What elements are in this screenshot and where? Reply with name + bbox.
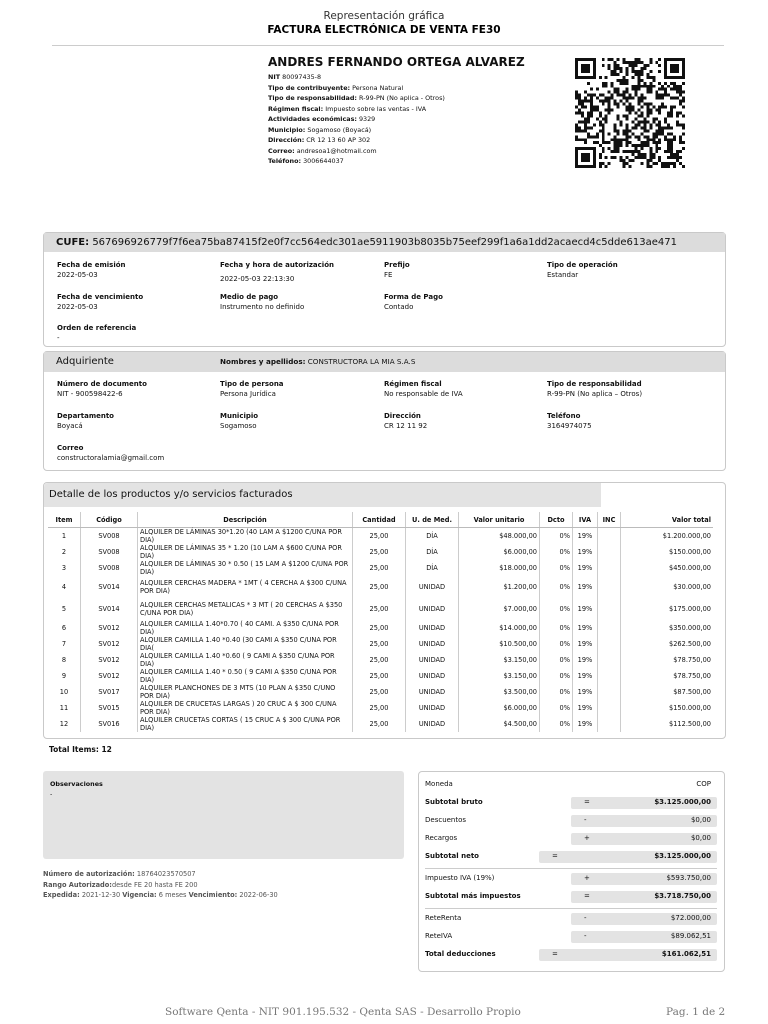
table-cell: 19% xyxy=(573,576,598,598)
table-cell: 5 xyxy=(61,605,67,613)
table-cell: SV015 xyxy=(81,700,138,716)
table-cell: UNIDAD xyxy=(406,576,459,598)
table-cell: SV012 xyxy=(81,652,138,668)
summary-row xyxy=(425,948,717,961)
table-cell: 9 xyxy=(61,672,67,680)
total-items: Total Items: 12 xyxy=(49,745,112,754)
buyer-section-title: Adquiriente xyxy=(56,356,114,367)
table-cell: SV008 xyxy=(81,544,138,560)
table-cell: 0% xyxy=(540,598,573,620)
issuer-line: Régimen fiscal: Impuesto sobre las ventas - IVA xyxy=(268,104,427,113)
table-cell: $3.150,00 xyxy=(459,652,540,668)
table-cell: $350.000,00 xyxy=(621,620,714,636)
table-cell: 2 xyxy=(61,548,67,556)
issuer-name: ANDRES FERNANDO ORTEGA ALVAREZ xyxy=(268,55,525,69)
table-cell: $262.500,00 xyxy=(621,636,714,652)
table-cell: ALQUILER DE LÁMINAS 30 * 0.50 ( 15 LAM A $1200 C/UNA POR DIA) xyxy=(138,560,353,576)
fecha-vencimiento: Fecha de vencimiento 2022-05-03 xyxy=(57,293,144,311)
table-cell: ALQUILER PLANCHONES DE 3 MTS (10 PLAN A $350 C/UNO POR DIA) xyxy=(138,684,353,700)
buyer-tipo-responsabilidad: Tipo de responsabilidad R-99-PN (No aplica – Otros) xyxy=(547,380,643,398)
table-cell xyxy=(598,528,621,545)
buyer-header xyxy=(44,352,725,372)
footer-software: Software Qenta - NIT 901.195.532 - Qenta SAS - Desarrollo Propio xyxy=(165,1006,521,1018)
table-cell: ALQUILER CERCHAS MADERA * 1MT ( 4 CERCHA A $300 C/UNA POR DIA) xyxy=(138,576,353,598)
summary-operator: - xyxy=(584,816,587,824)
summary-label: Descuentos xyxy=(425,816,467,824)
table-cell: $1.200,00 xyxy=(459,576,540,598)
summary-value: $3.125.000,00 xyxy=(654,852,711,860)
issuer-details xyxy=(268,72,558,167)
table-row xyxy=(48,668,713,684)
items-table-body xyxy=(48,528,713,733)
table-cell: $48.000,00 xyxy=(459,528,540,545)
authorization-dates: Expedida: 2021-12-30 Vigencia: 6 meses Vencimiento: 2022-06-30 xyxy=(43,891,278,899)
table-cell: $450.000,00 xyxy=(621,560,714,576)
document-header xyxy=(0,9,768,37)
table-cell: 0% xyxy=(540,576,573,598)
summary-row xyxy=(425,796,717,809)
buyer-numero-documento: Número de documento NIT - 900598422-6 xyxy=(57,380,147,398)
table-cell: $3.150,00 xyxy=(459,668,540,684)
table-cell: 3 xyxy=(61,564,67,572)
table-cell: 7 xyxy=(61,640,67,648)
column-header: Valor total xyxy=(621,512,714,528)
table-cell: SV017 xyxy=(81,684,138,700)
column-header: Valor unitario xyxy=(459,512,540,528)
table-cell: 19% xyxy=(573,544,598,560)
summary-row xyxy=(425,930,717,943)
table-cell xyxy=(598,716,621,732)
table-cell: 19% xyxy=(573,598,598,620)
buyer-regimen-fiscal: Régimen fiscal No responsable de IVA xyxy=(384,380,463,398)
table-cell: ALQUILER CAMILLA 1.40*0.70 ( 40 CAMI. A $350 C/UNA POR DIA) xyxy=(138,620,353,636)
document-title: FACTURA ELECTRÓNICA DE VENTA FE30 xyxy=(267,24,501,36)
column-header: Cantidad xyxy=(353,512,406,528)
summary-value: $89.062,51 xyxy=(670,932,711,940)
table-cell: 19% xyxy=(573,652,598,668)
summary-divider xyxy=(425,868,717,869)
document-subtitle: Representación gráfica xyxy=(323,10,445,22)
table-cell: 0% xyxy=(540,668,573,684)
table-cell: 25,00 xyxy=(353,560,406,576)
table-row xyxy=(48,700,713,716)
table-cell: SV012 xyxy=(81,620,138,636)
details-box xyxy=(43,482,726,739)
buyer-departamento: Departamento Boyacá xyxy=(57,412,114,430)
summary-operator: = xyxy=(552,950,558,958)
issuer-line: Correo: andresoa1@hotmail.com xyxy=(268,146,377,155)
table-row xyxy=(48,528,713,545)
table-cell: 0% xyxy=(540,684,573,700)
table-cell: SV016 xyxy=(81,716,138,732)
table-cell xyxy=(598,560,621,576)
table-cell xyxy=(598,652,621,668)
column-header: INC xyxy=(598,512,621,528)
buyer-telefono: Teléfono 3164974075 xyxy=(547,412,592,430)
table-cell: $6.000,00 xyxy=(459,544,540,560)
table-cell: SV008 xyxy=(81,560,138,576)
summary-value: $0,00 xyxy=(690,816,711,824)
summary-currency: Moneda COP xyxy=(425,780,711,788)
table-cell: $10.500,00 xyxy=(459,636,540,652)
issuer-line: NIT 80097435-8 xyxy=(268,73,322,81)
table-cell: ALQUILER DE LÁMINAS 35 * 1.20 (10 LAM A $600 C/UNA POR DIA) xyxy=(138,544,353,560)
items-table xyxy=(48,512,713,732)
cufe-value: 567696926779f7f6ea75ba87415f2e0f7cc564edc301ae5911903b8035b75eef299f1a6a1dd2acaecd4c5dde613ae471 xyxy=(92,237,677,248)
table-cell: 25,00 xyxy=(353,652,406,668)
summary-label: ReteIVA xyxy=(425,932,453,940)
table-cell: UNIDAD xyxy=(406,700,459,716)
table-cell: $150.000,00 xyxy=(621,544,714,560)
table-cell: $78.750,00 xyxy=(621,652,714,668)
column-header: Descripción xyxy=(138,512,353,528)
summary-operator: - xyxy=(584,932,587,940)
orden-referencia: Orden de referencia - xyxy=(57,324,137,342)
table-cell: 0% xyxy=(540,700,573,716)
summary-row xyxy=(425,850,717,863)
table-cell: ALQUILER CAMILLA 1.40 * 0.50 ( 9 CAMI A $350 C/UNA POR DIA) xyxy=(138,668,353,684)
table-cell xyxy=(598,684,621,700)
table-cell: 0% xyxy=(540,560,573,576)
prefijo: Prefijo FE xyxy=(384,261,410,279)
table-cell: 12 xyxy=(59,720,69,728)
buyer-name-line: Nombres y apellidos: CONSTRUCTORA LA MIA S.A.S xyxy=(220,357,416,366)
observations-title: Observaciones xyxy=(50,780,103,788)
totals-summary xyxy=(418,771,725,972)
column-header: Código xyxy=(81,512,138,528)
table-cell: 1 xyxy=(61,532,67,540)
table-cell: 25,00 xyxy=(353,684,406,700)
table-cell: 0% xyxy=(540,528,573,545)
table-cell: 19% xyxy=(573,668,598,684)
table-cell: $1.200.000,00 xyxy=(621,528,714,545)
table-cell: 19% xyxy=(573,528,598,545)
summary-operator: - xyxy=(584,914,587,922)
summary-label: Impuesto IVA (19%) xyxy=(425,874,495,882)
cufe-bar xyxy=(44,233,725,252)
issuer-line: Tipo de responsabilidad: R-99-PN (No aplica - Otros) xyxy=(268,94,445,102)
table-cell: 25,00 xyxy=(353,528,406,545)
table-cell: $7.000,00 xyxy=(459,598,540,620)
table-cell: 6 xyxy=(61,624,67,632)
table-cell: 4 xyxy=(61,583,67,591)
table-cell: SV012 xyxy=(81,636,138,652)
table-cell: ALQUILER CERCHAS METALICAS * 3 MT ( 20 CERCHAS A $350 C/UNA POR DIA) xyxy=(138,598,353,620)
table-cell: UNIDAD xyxy=(406,620,459,636)
table-cell: 0% xyxy=(540,620,573,636)
invoice-info-box xyxy=(43,232,726,347)
table-cell: 11 xyxy=(59,704,69,712)
table-cell: DÍA xyxy=(406,528,459,545)
table-cell: UNIDAD xyxy=(406,716,459,732)
summary-operator: + xyxy=(584,874,590,882)
column-header: IVA xyxy=(573,512,598,528)
summary-row xyxy=(425,912,717,925)
table-cell: 0% xyxy=(540,636,573,652)
table-cell: SV008 xyxy=(81,528,138,545)
table-cell: ALQUILER CAMILLA 1.40 *0.60 ( 9 CAMI A $350 C/UNA POR DIA) xyxy=(138,652,353,668)
table-cell: 25,00 xyxy=(353,576,406,598)
table-cell: SV012 xyxy=(81,668,138,684)
table-cell xyxy=(598,668,621,684)
table-cell: $30.000,00 xyxy=(621,576,714,598)
table-cell: UNIDAD xyxy=(406,598,459,620)
table-cell: UNIDAD xyxy=(406,668,459,684)
summary-operator: = xyxy=(584,892,590,900)
table-cell: 25,00 xyxy=(353,636,406,652)
buyer-tipo-persona: Tipo de persona Persona Jurídica xyxy=(220,380,284,398)
column-header: Dcto xyxy=(540,512,573,528)
summary-row xyxy=(425,832,717,845)
table-cell: 25,00 xyxy=(353,716,406,732)
summary-label: Subtotal neto xyxy=(425,852,479,860)
table-cell: $112.500,00 xyxy=(621,716,714,732)
table-cell: ALQUILER DE LÁMINAS 30*1.20 (40 LAM A $1200 C/UNA POR DIA) xyxy=(138,528,353,545)
table-cell: 25,00 xyxy=(353,668,406,684)
summary-row xyxy=(425,872,717,885)
table-cell: 19% xyxy=(573,620,598,636)
header-divider xyxy=(52,45,724,46)
table-row xyxy=(48,684,713,700)
page-number: Pag. 1 de 2 xyxy=(666,1006,726,1018)
table-cell: UNIDAD xyxy=(406,636,459,652)
table-cell: SV014 xyxy=(81,598,138,620)
table-cell: UNIDAD xyxy=(406,652,459,668)
details-title: Detalle de los productos y/o servicios facturados xyxy=(44,483,601,507)
summary-value: $593.750,00 xyxy=(666,874,711,882)
issuer-block xyxy=(268,55,558,167)
table-row xyxy=(48,620,713,636)
medio-pago: Medio de pago Instrumento no definido xyxy=(220,293,305,311)
summary-value: $161.062,51 xyxy=(661,950,711,958)
items-table-header xyxy=(48,512,713,528)
summary-value: $72.000,00 xyxy=(670,914,711,922)
summary-label: ReteRenta xyxy=(425,914,462,922)
table-cell xyxy=(598,700,621,716)
table-cell: ALQUILER CAMILLA 1.40 *0.40 (30 CAMI A $350 C/UNA POR DIA( xyxy=(138,636,353,652)
buyer-direccion: Dirección CR 12 11 92 xyxy=(384,412,428,430)
table-cell xyxy=(598,620,621,636)
table-row xyxy=(48,652,713,668)
issuer-line: Municipio: Sogamoso (Boyacá) xyxy=(268,125,372,134)
table-cell: 25,00 xyxy=(353,544,406,560)
table-cell: 19% xyxy=(573,560,598,576)
tipo-operacion: Tipo de operación Estandar xyxy=(547,261,618,279)
table-cell: 25,00 xyxy=(353,620,406,636)
table-cell: $6.000,00 xyxy=(459,700,540,716)
table-cell: $14.000,00 xyxy=(459,620,540,636)
cufe-label: CUFE: xyxy=(56,237,90,248)
table-cell: 25,00 xyxy=(353,598,406,620)
summary-label: Subtotal bruto xyxy=(425,798,483,806)
summary-operator: = xyxy=(584,798,590,806)
summary-operator: = xyxy=(552,852,558,860)
table-row xyxy=(48,716,713,732)
issuer-line: Tipo de contribuyente: Persona Natural xyxy=(268,83,404,92)
table-cell: 0% xyxy=(540,544,573,560)
table-cell xyxy=(598,598,621,620)
summary-divider xyxy=(425,908,717,909)
table-row xyxy=(48,544,713,560)
authorization-range: Rango Autorizado:desde FE 20 hasta FE 200 xyxy=(43,880,198,889)
table-cell: $18.000,00 xyxy=(459,560,540,576)
buyer-box xyxy=(43,351,726,471)
summary-value: $0,00 xyxy=(690,834,711,842)
table-cell: 19% xyxy=(573,716,598,732)
table-cell: 25,00 xyxy=(353,700,406,716)
summary-operator: + xyxy=(584,834,590,842)
table-cell: DÍA xyxy=(406,544,459,560)
table-cell: ALQUILER CRUCETAS CORTAS ( 15 CRUC A $ 300 C/UNA POR DIA) xyxy=(138,716,353,732)
summary-label: Subtotal más impuestos xyxy=(425,892,521,900)
table-cell xyxy=(598,636,621,652)
issuer-line: Actividades económicas: 9329 xyxy=(268,115,376,123)
table-cell: $78.750,00 xyxy=(621,668,714,684)
table-cell: $87.500,00 xyxy=(621,684,714,700)
summary-value: $3.125.000,00 xyxy=(654,798,711,806)
table-cell: $3.500,00 xyxy=(459,684,540,700)
table-row xyxy=(48,636,713,652)
authorization-number: Número de autorización: 18764023570507 xyxy=(43,870,196,878)
observations-value: - xyxy=(50,790,53,798)
table-cell: 0% xyxy=(540,716,573,732)
column-header: U. de Med. xyxy=(406,512,459,528)
summary-label: Total deducciones xyxy=(425,950,496,958)
observations-box xyxy=(43,771,404,859)
issuer-line: Teléfono: 3006644037 xyxy=(268,157,344,165)
table-cell: UNIDAD xyxy=(406,684,459,700)
issuer-line: Dirección: CR 12 13 60 AP 302 xyxy=(268,136,371,144)
table-row xyxy=(48,598,713,620)
fecha-emision: Fecha de emisión 2022-05-03 xyxy=(57,261,126,279)
table-cell: 8 xyxy=(61,656,67,664)
table-cell: $150.000,00 xyxy=(621,700,714,716)
table-cell: ALQUILER DE CRUCETAS LARGAS ) 20 CRUC A $ 300 C/UNA POR DIA) xyxy=(138,700,353,716)
forma-pago: Forma de Pago Contado xyxy=(384,293,443,311)
qr-code-icon xyxy=(575,58,685,168)
column-header: Item xyxy=(48,512,81,528)
summary-row xyxy=(425,814,717,827)
authorization-info xyxy=(43,869,278,901)
table-cell: DÍA xyxy=(406,560,459,576)
table-row xyxy=(48,560,713,576)
table-cell xyxy=(598,576,621,598)
buyer-correo: Correo constructoralamia@gmail.com xyxy=(57,444,165,462)
summary-value: $3.718.750,00 xyxy=(654,892,711,900)
table-cell xyxy=(598,544,621,560)
table-cell: 19% xyxy=(573,700,598,716)
table-cell: 19% xyxy=(573,684,598,700)
summary-label: Recargos xyxy=(425,834,458,842)
table-cell: 10 xyxy=(59,688,69,696)
table-row xyxy=(48,576,713,598)
summary-row xyxy=(425,890,717,903)
table-cell: $4.500,00 xyxy=(459,716,540,732)
fecha-autorizacion: Fecha y hora de autorización 2022-05-03 22:13:30 xyxy=(220,261,334,283)
table-cell: $175.000,00 xyxy=(621,598,714,620)
buyer-municipio: Municipio Sogamoso xyxy=(220,412,259,430)
table-cell: SV014 xyxy=(81,576,138,598)
table-cell: 0% xyxy=(540,652,573,668)
table-cell: 19% xyxy=(573,636,598,652)
